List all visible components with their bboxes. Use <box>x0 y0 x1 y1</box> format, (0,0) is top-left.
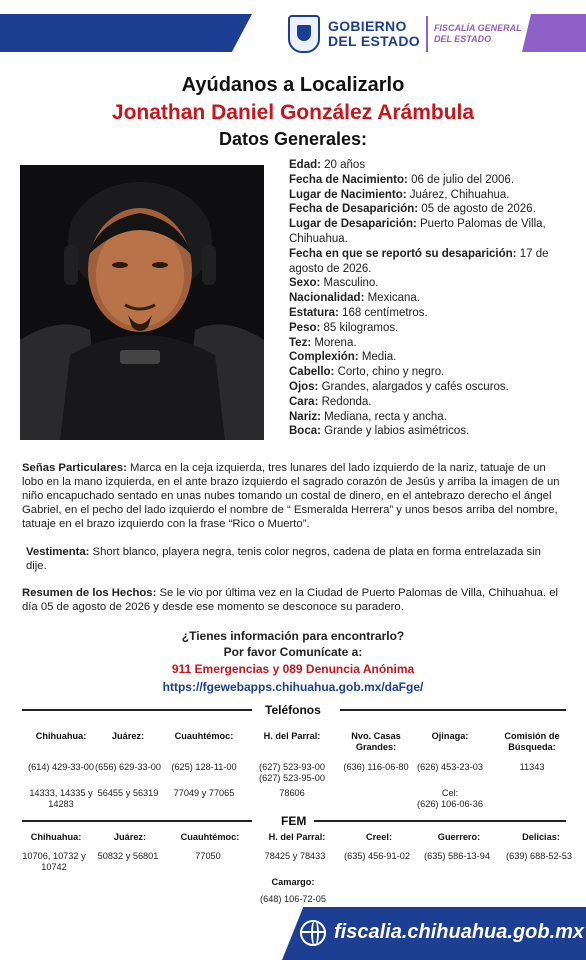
detail-row <box>289 410 557 425</box>
contact-question: ¿Tienes información para encontrarlo? <box>181 629 405 643</box>
gov-text <box>328 19 420 49</box>
detail-label: Peso: <box>289 321 321 334</box>
detail-value: 17 de agosto de 2026. <box>289 247 549 275</box>
emergency-numbers: 911 Emergencias y 089 Denuncia Anónima <box>171 662 415 676</box>
fem-title: FEM <box>281 814 307 828</box>
detail-value: Mexicana. <box>364 292 421 305</box>
fem-header: Cuauhtémoc: <box>180 832 240 842</box>
detail-row <box>289 321 557 336</box>
telefonos-cell: (614) 429-33-00 <box>28 762 94 772</box>
detail-value: 20 años <box>320 159 366 171</box>
contact-please: Por favor Comunícate a: <box>223 645 363 659</box>
telefonos-header: Juárez: <box>111 731 145 741</box>
telefonos-title: Teléfonos <box>265 703 321 717</box>
detail-label: Estatura: <box>289 306 339 319</box>
telefonos-cell: (627) 523-93-00 (627) 523-95-00 <box>259 762 325 783</box>
detail-value: Grandes, alargados y cafés oscuros. <box>318 380 509 393</box>
header-blue-band <box>0 14 252 52</box>
person-photo-illustration <box>20 165 264 440</box>
vestimenta-text: Short blanco, playera negra, tenis color negros, cadena de plata en forma entrelazada sin dije. <box>26 546 541 572</box>
resumen-text: Se le vio por última vez en la Ciudad de Puerto Palomas de Villa, Chihuahua. el día 05 de agosto de 2026 y desde ese momento se desconoce su paradero. <box>22 587 559 613</box>
detail-label: Complexión: <box>289 351 359 364</box>
fem-cell: (635) 586-13-94 <box>424 851 490 861</box>
fem-header: Guerrero: <box>437 832 481 842</box>
detail-row <box>289 202 557 217</box>
detail-value: Morena. <box>311 336 357 349</box>
detail-row <box>289 336 557 351</box>
detail-row <box>289 291 557 306</box>
detail-label: Ojos: <box>289 380 319 393</box>
resumen-label: Resumen de los Hechos: <box>22 587 157 599</box>
senas-text: Marca en la ceja izquierda, tres lunares del lado izquierdo de la nariz, tatuaje de un lobo en la mano izquierda, en el ante brazo izquierdo el sagrado corazón de Jesús y arriba la imagen de un niño encapuchado sentado en unas nubes tomando un costal de dinero, en el antebrazo derecho el ángel Gabriel, en el pecho del lado izquierdo el nombre de “ Esmeralda Herrera” y unos besos arriba del nombre, tatuaje en el brazo izquierdo con la frase “Rico o Muerto”. <box>22 462 560 530</box>
fem-divider-right <box>314 820 566 822</box>
divider-left <box>22 709 252 711</box>
state-seal-icon <box>288 15 320 53</box>
footer-website[interactable]: fiscalia.chihuahua.gob.mx <box>334 921 585 943</box>
detail-label: Fecha en que se reportó su desaparición: <box>289 247 517 260</box>
telefonos-header: Cuauhtémoc: <box>174 731 234 741</box>
fem-header: H. del Parral: <box>268 832 326 842</box>
fem-cell: (635) 456-91-02 <box>344 851 410 861</box>
globe-icon <box>300 920 326 946</box>
detail-value: Corto, chino y negro. <box>334 366 445 379</box>
logo-divider <box>426 16 428 52</box>
detail-label: Lugar de Nacimiento: <box>289 188 407 201</box>
telefonos-cell: 14333, 14335 y 14283 <box>29 788 93 809</box>
detail-row <box>289 188 557 203</box>
detail-row <box>289 350 557 365</box>
detail-value: Redonda. <box>318 395 372 408</box>
detail-value: Grande y labios asimétricos. <box>320 425 470 438</box>
person-photo <box>20 165 264 440</box>
detail-label: Sexo: <box>289 277 321 290</box>
detail-label: Cara: <box>289 395 319 408</box>
fem-cell: 10706, 10732 y 10742 <box>22 851 86 872</box>
detail-row <box>289 217 557 247</box>
telefonos-header: Chihuahua: <box>35 731 87 741</box>
telefonos-cell: Cel: (626) 106-06-36 <box>417 788 483 809</box>
fem-header: Delicias: <box>522 832 560 842</box>
fem-divider-left <box>22 820 252 822</box>
camargo-label: Camargo: <box>271 877 315 887</box>
fem-header: Creel: <box>365 832 393 842</box>
detail-label: Lugar de Desaparición: <box>289 218 417 231</box>
telefonos-header: H. del Parral: <box>263 731 321 741</box>
telefonos-cell: (636) 116-06-80 <box>343 762 409 772</box>
report-link[interactable]: https://fgewebapps.chihuahua.gob.mx/daFge/ <box>162 680 424 694</box>
missing-person-name: Jonathan Daniel González Arámbula <box>111 101 475 124</box>
telefonos-header: Ojinaga: <box>431 731 469 741</box>
detail-value: 05 de agosto de 2026. <box>418 203 536 216</box>
detail-row <box>289 380 557 395</box>
detail-label: Cabello: <box>289 366 335 379</box>
detail-label: Fecha de Nacimiento: <box>289 173 408 186</box>
camargo-phone: (648) 106-72-05 <box>260 894 326 904</box>
senas-label: Señas Particulares: <box>22 462 127 474</box>
detail-value: Media. <box>358 351 397 364</box>
detail-row <box>289 158 557 173</box>
detail-row <box>289 173 557 188</box>
detail-label: Nariz: <box>289 410 321 423</box>
divider-right <box>340 709 566 711</box>
detail-label: Tez: <box>289 336 312 349</box>
fiscalia-line1: FISCALÍA GENERAL <box>433 23 522 33</box>
detail-value: Puerto Palomas de Villa, Chihuahua. <box>289 218 546 245</box>
fiscalia-text <box>434 23 522 45</box>
gov-line2: DEL ESTADO <box>328 33 420 49</box>
detail-label: Fecha de Desaparición: <box>289 203 419 216</box>
telefonos-cell: 78606 <box>279 788 305 798</box>
telefonos-cell: 77049 y 77065 <box>173 788 235 798</box>
fem-header: Chihuahua: <box>30 832 82 842</box>
detail-value: 168 centímetros. <box>338 306 428 319</box>
detail-row <box>289 395 557 410</box>
telefonos-cell: (625) 128-11-00 <box>171 762 237 772</box>
telefonos-cell: 56455 y 56319 <box>97 788 159 798</box>
vestimenta-label: Vestimenta: <box>26 546 90 558</box>
telefonos-cell: (656) 629-33-00 <box>95 762 161 772</box>
detail-value: Masculino. <box>320 277 379 290</box>
detail-row <box>289 276 557 291</box>
fem-cell: 77050 <box>195 851 221 861</box>
detail-row <box>289 365 557 380</box>
fem-header: Juárez: <box>113 832 147 842</box>
section-title-general: Datos Generales: <box>218 129 368 149</box>
detail-row <box>289 247 557 277</box>
detail-label: Nacionalidad: <box>289 292 365 305</box>
detail-value: Juárez, Chihuahua. <box>406 188 510 201</box>
header-purple-band <box>522 14 586 52</box>
fem-cell: 78425 y 78433 <box>264 851 326 861</box>
detail-value: 06 de julio del 2006. <box>407 173 515 186</box>
vestimenta-paragraph <box>26 546 564 574</box>
details-list <box>289 158 557 439</box>
government-logo <box>288 12 522 56</box>
senas-paragraph <box>22 462 560 532</box>
page-title: Ayúdanos a Localizarlo <box>181 74 405 96</box>
fem-cell: (639) 688-52-53 <box>506 851 572 861</box>
detail-row <box>289 424 557 439</box>
fem-cell: 50832 y 56801 <box>97 851 159 861</box>
detail-value: 85 kilogramos. <box>320 321 399 334</box>
resumen-paragraph <box>22 587 560 615</box>
gov-line1: GOBIERNO <box>328 18 407 34</box>
telefonos-header: Nvo. Casas Grandes: <box>351 731 401 752</box>
telefonos-cell: 11343 <box>519 762 545 772</box>
fiscalia-line2: DEL ESTADO <box>433 34 492 44</box>
detail-value: Mediana, recta y ancha. <box>320 410 447 423</box>
detail-row <box>289 306 557 321</box>
telefonos-cell: (626) 453-23-03 <box>417 762 483 772</box>
telefonos-header: Comisión de Búsqueda: <box>504 731 560 752</box>
detail-label: Boca: <box>289 425 321 438</box>
detail-label: Edad: <box>289 159 321 171</box>
